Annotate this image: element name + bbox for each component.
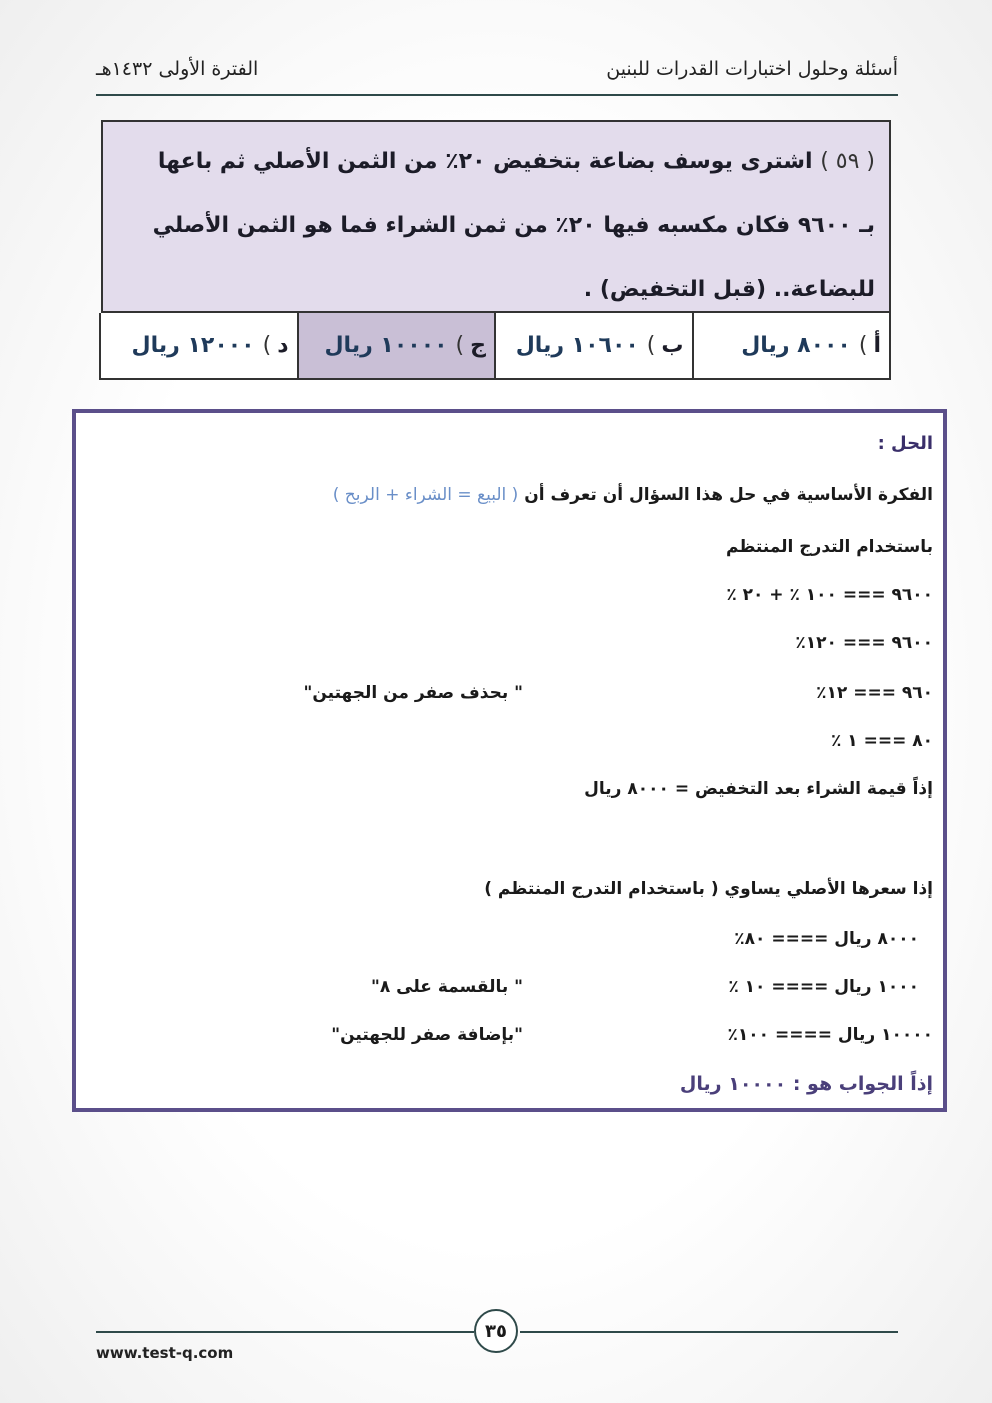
final-answer: إذاً الجواب هو : ١٠٠٠٠ ريال — [679, 1073, 933, 1095]
option-a-paren: ) — [858, 333, 868, 358]
option-b-value: ١٠٦٠٠ ريال — [515, 333, 639, 358]
solution-idea — [333, 485, 933, 505]
option-a-value: ٨٠٠٠ ريال — [741, 333, 851, 358]
method-2-title: إذا سعرها الأصلي يساوي ( باستخدام التدرج المنتظم ) — [484, 879, 933, 899]
result-purchase-price: إذاً قيمة الشراء بعد التخفيض = ٨٠٠٠ ريال — [584, 779, 933, 799]
book-title: أسئلة وحلول اختبارات القدرات للبنين — [606, 58, 898, 80]
calc-1-row-4: ٨٠ === ١ ٪ — [830, 731, 933, 751]
calc-2-row-3: ١٠٠٠٠ ريال ==== ١٠٠٪ — [727, 1025, 933, 1045]
option-a[interactable] — [692, 313, 892, 380]
method-1-title: باستخدام التدرج المنتظم — [725, 537, 933, 557]
option-c[interactable] — [297, 313, 497, 380]
option-b[interactable] — [494, 313, 694, 380]
note-remove-zero: " بحذف صفر من الجهتين" — [303, 683, 523, 703]
calc-1-row-3: ٩٦٠ === ١٢٪ — [816, 683, 933, 703]
calc-1-row-1: ٩٦٠٠ === ١٠٠ ٪ + ٢٠ ٪ — [726, 585, 933, 605]
question-line-1 — [117, 130, 875, 194]
question-box — [101, 120, 891, 380]
option-a-letter: أ — [873, 333, 881, 358]
solution-heading: الحل : — [877, 433, 933, 454]
calc-1-row-2: ٩٦٠٠ === ١٢٠٪ — [795, 633, 933, 653]
option-b-paren: ) — [646, 333, 656, 358]
question-line-1-text: اشترى يوسف بضاعة بتخفيض ٢٠٪ من الثمن الأصلي ثم باعها — [157, 149, 813, 174]
question-line-2: بـ ٩٦٠٠ فكان مكسبه فيها ٢٠٪ من ثمن الشراء فما هو الثمن الأصلي — [152, 213, 875, 238]
question-line-3-text: للبضاعة.. — [773, 277, 875, 302]
solution-box — [72, 409, 947, 1112]
solution-idea-formula: ( البيع = الشراء + الربح ) — [332, 485, 519, 505]
question-text — [117, 130, 875, 322]
option-d-value: ١٢٠٠٠ ريال — [131, 333, 255, 358]
option-d-letter: د — [277, 333, 289, 358]
option-c-letter: ج — [470, 333, 486, 358]
question-number: ( ٥٩ ) — [820, 149, 875, 174]
note-divide-by-8: " بالقسمة على ٨" — [370, 977, 523, 997]
footer-divider-left — [96, 1331, 474, 1333]
solution-idea-prefix: الفكرة الأساسية في حل هذا السؤال أن تعرف أن — [524, 485, 933, 505]
option-b-letter: ب — [661, 333, 684, 358]
calc-2-row-2: ١٠٠٠ ريال ==== ١٠ ٪ — [728, 977, 919, 997]
page-number: ٣٥ — [474, 1309, 518, 1353]
option-c-value: ١٠٠٠٠ ريال — [324, 333, 448, 358]
header-divider — [96, 94, 898, 96]
answer-options — [101, 311, 891, 380]
calc-2-row-1: ٨٠٠٠ ريال ==== ٨٠٪ — [734, 929, 919, 949]
website-link[interactable]: www.test-q.com — [96, 1344, 234, 1362]
note-add-zero: "بإضافة صفر للجهتين" — [331, 1025, 523, 1045]
period-label: الفترة الأولى ١٤٣٢هـ — [96, 58, 259, 80]
footer-divider-right — [520, 1331, 898, 1333]
option-c-paren: ) — [455, 333, 465, 358]
question-line-3-paren: (قبل التخفيض) . — [583, 277, 767, 302]
option-d[interactable] — [99, 313, 299, 380]
option-d-paren: ) — [262, 333, 272, 358]
page-header — [96, 52, 898, 92]
